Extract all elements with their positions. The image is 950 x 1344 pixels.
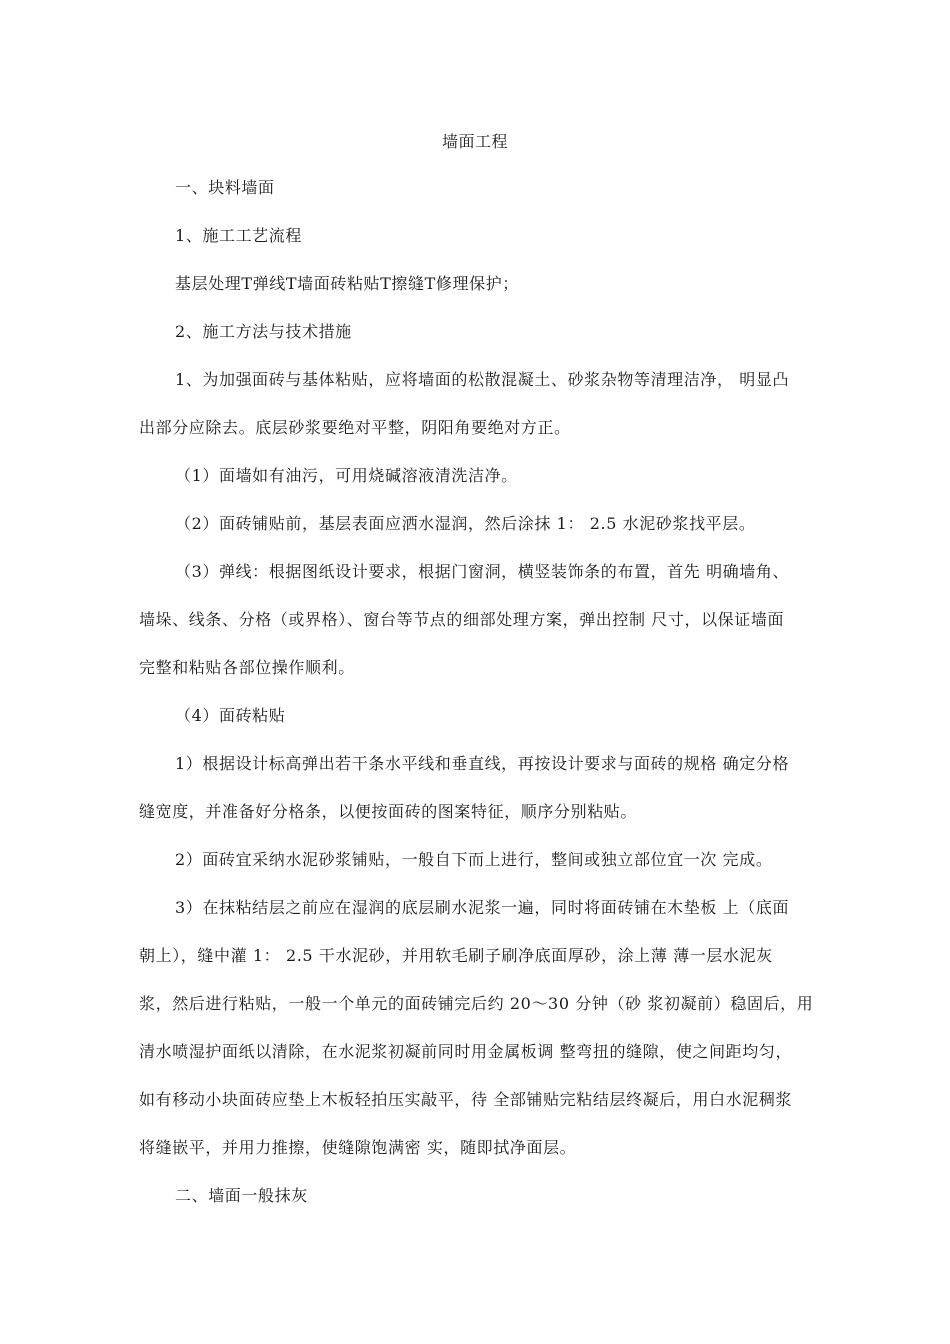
text-line: 2、施工方法与技术措施 [175,322,352,341]
document-title: 墙面工程 [441,132,508,151]
text-line: 缝宽度，并准备好分格条，以便按面砖的图案特征，顺序分别粘贴。 [139,802,638,821]
text-line: 2）面砖宜采纳水泥砂浆铺贴，一般自下而上进行，整间或独立部位宜一次 完成。 [175,850,773,869]
paragraph [139,224,821,248]
paragraph [139,272,821,296]
text-line: （2）面砖铺贴前，基层表面应洒水湿润，然后涂抹 1： 2.5 水泥砂浆找平层。 [175,514,756,533]
document-body [139,176,821,1232]
paragraph [139,368,821,440]
paragraph [139,176,821,200]
text-line: （1）面墙如有油污，可用烧碱溶液清洗洁净。 [175,466,518,485]
text-line: 墙垛、线条、分格（或界格）、窗台等节点的细部处理方案，弹出控制 尺寸，以保证墙面 [139,610,785,629]
text-line: 1、施工工艺流程 [175,226,302,245]
paragraph [139,752,821,824]
paragraph [139,848,821,872]
paragraph [139,464,821,488]
text-line: 如有移动小块面砖应垫上木板轻拍压实敲平，待 全部铺贴完粘结层终凝后，用白水泥稠浆 [139,1090,793,1109]
text-line: 一、块料墙面 [175,178,275,197]
text-line: 将缝嵌平，并用力推擦，使缝隙饱满密 实，随即拭净面层。 [139,1138,577,1157]
text-line: 1）根据设计标高弹出若干条水平线和垂直线，再按设计要求与面砖的规格 确定分格 [175,754,790,773]
text-line: （4）面砖粘贴 [175,706,286,725]
text-line: 二、墙面一般抹灰 [175,1186,308,1205]
text-line: 基层处理T弹线T墙面砖粘贴T擦缝T修理保护； [175,274,519,293]
text-line: 完整和粘贴各部位操作顺利。 [139,658,355,677]
paragraph [139,560,821,680]
text-line: 1、为加强面砖与基体粘贴，应将墙面的松散混凝土、砂浆杂物等清理洁净， 明显凸 [175,370,790,389]
paragraph [139,896,821,1160]
paragraph [139,320,821,344]
text-line: 朝上），缝中灌 1： 2.5 干水泥砂，并用软毛刷子刷净底面厚砂，涂上薄 薄一层水泥灰 [139,946,773,965]
paragraph [139,512,821,536]
text-line: 出部分应除去。底层砂浆要绝对平整，阴阳角要绝对方正。 [139,418,571,437]
text-line: 清水喷湿护面纸以清除，在水泥浆初凝前同时用金属板调 整弯扭的缝隙，使之间距均匀， [139,1042,793,1061]
text-line: 3）在抹粘结层之前应在湿润的底层刷水泥浆一遍，同时将面砖铺在木垫板 上（底面 [175,898,790,917]
paragraph [139,1184,821,1208]
text-line: （3）弹线：根据图纸设计要求，根据门窗洞，横竖装饰条的布置，首先 明确墙角、 [175,562,790,581]
paragraph [139,704,821,728]
text-line: 浆，然后进行粘贴，一般一个单元的面砖铺完后约 20〜30 分钟（砂 浆初凝前）稳固后，用 [139,994,814,1013]
